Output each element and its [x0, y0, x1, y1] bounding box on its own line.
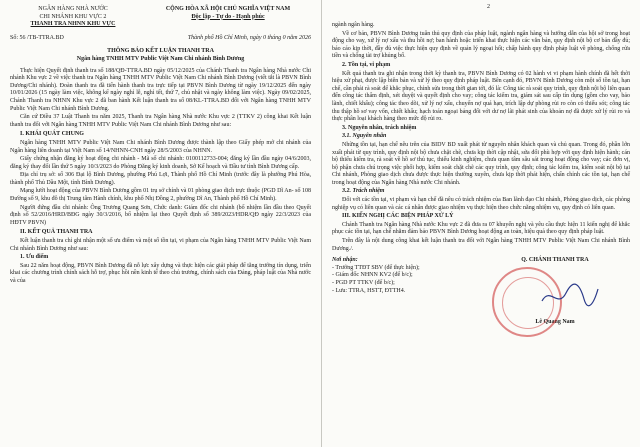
- document-meta: [0, 29, 321, 43]
- page-number: 2: [487, 4, 490, 10]
- title-line-1: THÔNG BÁO KẾT LUẬN THANH TRA: [107, 48, 214, 55]
- subsection-heading: 2. Tồn tại, vi phạm: [342, 61, 391, 68]
- document-title: [0, 48, 321, 63]
- paragraph: Chánh Thanh tra Ngân hàng Nhà nước Khu vực 2 đã đưa ra 07 khuyến nghị và yêu cầu thực hiện 11 kiến nghị để khắc phục các tồn tại, hạn chế nhằm đảm bảo PBVN Bình Dương hoạt động an toàn, hiệu quả theo quy định pháp luật.: [332, 221, 630, 236]
- paragraph: ngành ngân hàng.: [332, 22, 375, 28]
- signature-block: [480, 257, 630, 326]
- paragraph: Địa chỉ trụ sở: số 306 Đại lộ Bình Dương, phường Phú Lợi, Thành phố Hồ Chí Minh (trước đây là phường Phú Hòa, thành phố Thủ Dầu Một, tỉnh Bình Dương).: [10, 172, 311, 186]
- paragraph: Căn cứ Điều 37 Luật Thanh tra năm 2025, Thanh tra Ngân hàng Nhà nước Khu vực 2 (TTKV 2) công khai Kết luận thanh tra đối với Ngân hàng TNHH MTV Public Việt Nam Chi nhánh Bình Dương như sau:: [10, 114, 311, 128]
- section-heading: I. KHÁI QUÁT CHUNG: [20, 131, 84, 138]
- paragraph: Sau 22 năm hoạt động, PBVN Bình Dương đã nỗ lực xây dựng và thực hiện các giải pháp để tăng trưởng tín dụng, triển khai các chương trình chính sách hỗ trợ, phục hồi nền kinh tế theo chủ trương, chính sách của Đảng, pháp luật của Nhà nước và của: [10, 262, 311, 284]
- signer-name: Lê Quang Nam: [535, 318, 575, 325]
- subsection-heading: 3. Nguyên nhân, trách nhiệm: [342, 124, 417, 131]
- handwritten-signature: [540, 281, 600, 311]
- subsection-heading: 1. Ưu điểm: [20, 254, 49, 261]
- paragraph: Ngân hàng TNHH MTV Public Việt Nam Chi nhánh Bình Dương được thành lập theo Giấy phép mở chi nhánh của Ngân hàng liên doanh tại Việt Nam số 14/NHNN-CNH ngày 28/5/2003 của NHNN.: [10, 139, 311, 154]
- nation-line-2: Độc lập - Tự do - Hạnh phúc: [191, 13, 265, 20]
- paragraph: Về cơ bản, PBVN Bình Dương tuân thủ quy định của pháp luật, ngành ngân hàng và hướng dẫn của hội sở trong hoạt động cho vay, xử lý nợ xấu và thu hồi nợ; ban hành hoặc triển khai thực hiện các văn bản, quy định nội bộ cơ bản đầy đủ; báo cáo kịp thời, đầy đủ việc thực hiện quy định về quản lý ngoại hối; chấp hành quy định pháp luật về phòng, chống rửa tiền và chống tài trợ khủng bố.: [332, 30, 630, 60]
- recipients-label: Nơi nhận:: [332, 257, 358, 264]
- recipient-item: - Trưởng TTĐT SBV (để thực hiện);: [332, 264, 420, 271]
- section-heading: II. KẾT QUẢ THANH TRA: [20, 229, 93, 236]
- paragraph: Đối với các tồn tại, vi phạm và hạn chế đã nêu có trách nhiệm của Ban lãnh đạo Chi nhánh, Phòng giao dịch, các phòng nghiệp vụ có liên quan và các cá nhân được giao nhiệm vụ thực hiện theo chức năng nhiệm vụ, quy định có liên quan.: [332, 197, 630, 211]
- document-number: Số: 56 /TB-TTRA.BD: [10, 34, 64, 41]
- paragraph: Người đứng đầu chi nhánh: Ông Trương Quang Sơn, Chức danh: Giám đốc chi nhánh (bổ nhiệm lần đầu theo Quyết định số 52/2016/HRD/BĐG ngày 30/3/2016, bổ nhiệm lại theo Quyết định số 389/2023/HDR/QĐ ngày 22/3/2023 của HĐTV PBVN): [10, 204, 311, 226]
- recipient-item: - Lưu: TTRA, HSTT, ĐTTH4.: [332, 287, 406, 294]
- subsection-heading: 3.1. Nguyên nhân: [342, 133, 387, 140]
- paragraph: Kết quả thanh tra ghi nhận trong thời kỳ thanh tra, PBVN Bình Dương có 02 hành vi vi phạm hành chính đã hết thời hiệu xử phạt, được lập biên bản và xử lý theo quy định pháp luật. Bên cạnh đó, PBVN Bình Dương còn một số tồn tại, hạn chế, cần phải rà soát để khắc phục, chỉnh sửa trong thời gian tới, đó là: Công tác rà soát quy trình, quy định nội bộ liên quan đến công tác thẩm định, xét duyệt và quyết định cho vay; công tác kiểm tra, giám sát sau cấp tín dụng (gồm cho vay, bảo lãnh, chiết khấu); công tác theo dõi, xử lý nợ xấu, chuyển nợ quá hạn, trích lập dự phòng rủi ro còn có thiếu sót; công tác thu thập hồ sơ vay vốn, chiết khấu; hạch toán ngoại bảng đối với dư nợ lãi phát sinh của khoản nợ đã được xử lý rủi ro và thực phân loại khách hàng theo mức độ rủi ro.: [332, 70, 630, 123]
- recipient-item: - Giám đốc NHNN KV2 (để b/c);: [332, 272, 413, 279]
- paragraph: Trên đây là nội dung công khai kết luận thanh tra đối với Ngân hàng TNHH MTV Public Việt Nam Chi nhánh Bình Dương./.: [332, 238, 630, 252]
- org-line-1: NGÂN HÀNG NHÀ NƯỚC: [38, 6, 108, 12]
- paragraph: Kết luận thanh tra chỉ ghi nhận một số ưu điểm và một số tồn tại, vi phạm của Ngân hàng TNHH MTV Public Việt Nam Chi nhánh Bình Dương như sau:: [10, 238, 311, 252]
- issuing-org: [8, 6, 138, 29]
- section-heading: III. KIẾN NGHỊ CÁC BIỆN PHÁP XỬ LÝ: [342, 213, 454, 220]
- signer-title: Q. CHÁNH THANH TRA: [521, 257, 589, 264]
- title-line-2: Ngân hàng TNHH MTV Public Việt Nam Chi nhánh Bình Dương: [76, 55, 245, 62]
- org-line-2: CHI NHÁNH KHU VỰC 2: [39, 13, 107, 20]
- recipient-item: - PGD PT TTKV (để b/c);: [332, 280, 395, 286]
- place-date: Thành phố Hồ Chí Minh, ngày 0 tháng 0 năm 2026: [187, 34, 311, 41]
- page-two: [322, 0, 640, 447]
- recipients-list: [332, 257, 462, 326]
- org-line-3: THANH TRA NHNN KHU VỰC: [30, 21, 116, 28]
- nation-line-1: CỘNG HÒA XÃ HỘI CHỦ NGHĨA VIỆT NAM: [165, 6, 291, 12]
- closing-block: [332, 257, 630, 326]
- subsection-heading: 3.2. Trách nhiệm: [342, 188, 385, 195]
- paragraph: Những tồn tại, hạn chế nêu trên của BIDV BD xuất phát từ nguyên nhân khách quan và chủ quan. Trong đó, phần lớn xuất phát từ quy trình, quy định nội bộ chưa chặt chẽ, chưa kịp thời cập nhật, sửa đổi phù hợp với quy định hiện hành; cán bộ thiếu kiểm tra, rà soát về hồ sơ thủ tục, thiếu kinh nghiệm, chưa quan tâm sâu sát trong hoạt động cho vay; các đơn vị, bộ phận chưa chú trọng việc phối hợp, kiểm soát chặt chẽ các quy trình, quy định; công tác kiểm tra, kiểm soát nội bộ tại Chi nhánh, Phòng giao dịch chưa được thực hiện thường xuyên, chưa kịp thời phát hiện, chấn chỉnh các tồn tại, hạn chế trong hoạt động của Ngân hàng Nhà nước Chi nhánh.: [332, 141, 630, 186]
- document-header: [0, 0, 321, 29]
- paragraph: Thực hiện Quyết định thanh tra số 188/QĐ-TTRA.BD ngày 05/12/2025 của Chánh Thanh tra Ngân hàng Nhà nước Chi nhánh Khu vực 2 về việc thanh tra Ngân hàng TNHH MTV Public Việt Nam Chi nhánh Bình Dương (viết tắt là PBVN Bình Dương/Chi nhánh). Đoàn thanh tra đã tiến hành thanh tra trực tiếp tại PBVN Bình Dương từ ngày 19/12/2025 đến ngày 10/01/2026 (15 ngày làm việc, không kể ngày nghỉ lễ, nghỉ tết, thứ 7, chủ nhật và ngày không làm việc). Ngày 09/02/2025, Chánh Thanh tra NHNN Khu vực 2 đã ban hành Kết luận thanh tra số 08/KL-TTRA.BD đối với Ngân hàng TNHH MTV Public Việt Nam Chi nhánh Bình Dương.: [10, 67, 311, 112]
- page-one-body: [0, 64, 321, 286]
- paragraph: Mạng lưới hoạt động của PBVN Bình Dương gồm 01 trụ sở chính và 01 phòng giao dịch trực thuộc (PGD Dĩ An- số 108 Đường số 9, khu đô thị Trung tâm Hành chính, khu phố Nhị Đồng 2, phường Dĩ An, Thành phố Hồ Chí Minh).: [10, 188, 311, 203]
- paragraph: Giấy chứng nhận đăng ký hoạt động chi nhánh - Mã số chi nhánh: 0100112733-004; đăng ký lần đầu ngày 04/6/2003, đăng ký thay đổi lần thứ 5 ngày 10/3/2023 do Phòng Đăng ký kinh doanh, Sở Kế hoạch và Đầu tư tỉnh Bình Dương cấp.: [10, 156, 311, 170]
- page-two-body: [322, 0, 640, 326]
- national-motto: [143, 6, 313, 29]
